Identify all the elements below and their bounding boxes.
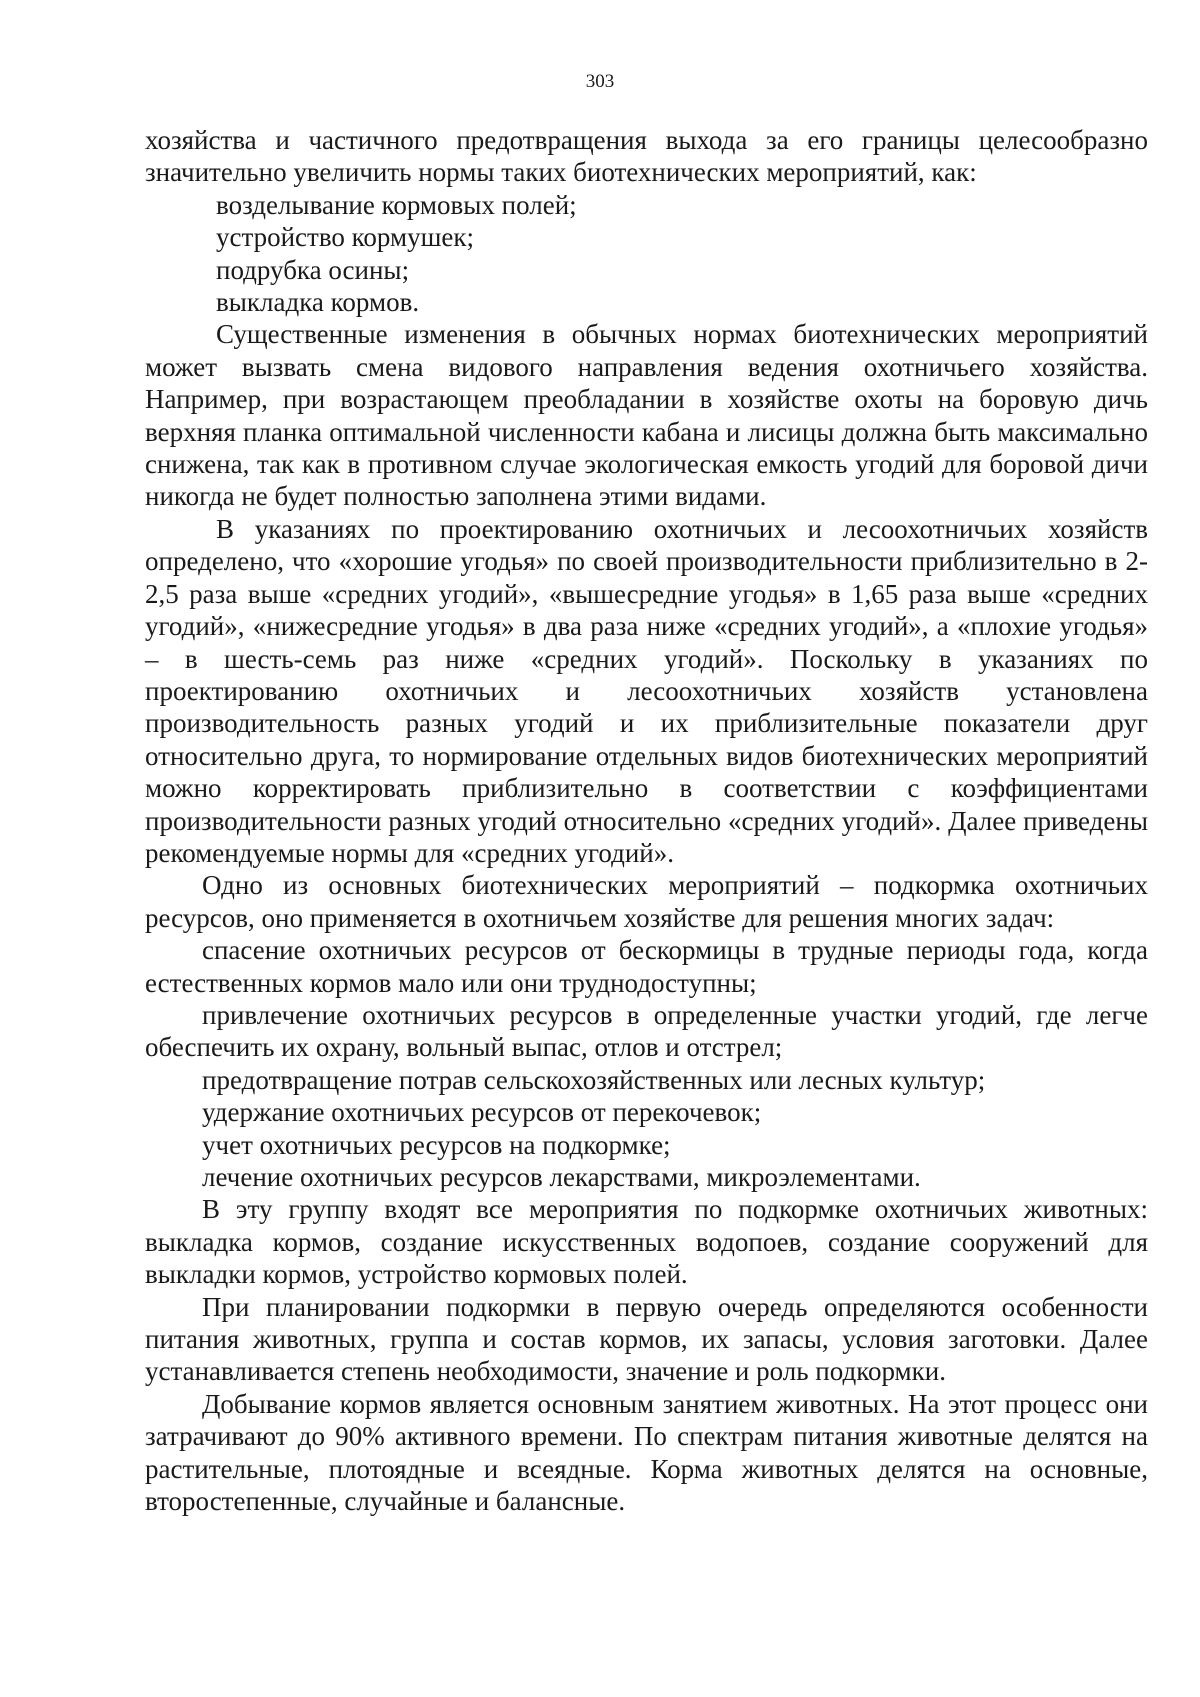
- paragraph-group: В эту группу входят все мероприятия по подкормке охотничьих животных: выкладка кормов, создание искусственных водопоев, создание сооружений для выкладки кормов, устройство кормовых полей.: [145, 1194, 1148, 1290]
- list-item: выкладка кормов.: [216, 287, 420, 318]
- paragraph-changes: Существенные изменения в обычных нормах биотехнических мероприятий может вызвать смена видового направления ведения охотничьего хозяйства. Например, при возрастающем преобладании в хозяйстве охоты на боровую дичь верхняя планка оптимальной численности кабана и лисицы должна быть максимально снижена, так как в противном случае экологическая емкость угодий для боровой дичи никогда не будет полностью заполнена этими видами.: [145, 319, 1148, 512]
- tasks-list: [145, 1064, 1148, 1194]
- body-text: [145, 124, 1148, 1517]
- paragraph-attract: привлечение охотничьих ресурсов в определенные участки угодий, где легче обеспечить их охрану, вольный выпас, отлов и отстрел;: [145, 999, 1148, 1063]
- list-item: устройство кормушек;: [216, 222, 474, 253]
- page-number: 303: [585, 71, 615, 92]
- paragraph-guidelines: В указаниях по проектированию охотничьих и лесоохотничьих хозяйств определено, что «хорошие угодья» по своей производительности приблизительно в 2-2,5 раза выше «средних угодий», «вышесредние угодья» в 1,65 раза выше «средних угодий», «нижесредние угодья» в два раза ниже «средних угодий», а «плохие угодья» – в шесть-семь раз ниже «средних угодий». Поскольку в указаниях по проектированию охотничьих и лесоохотничьих хозяйств установлена производительность разных угодий и их приблизительные показатели друг относительно друга, то нормирование отдельных видов биотехнических мероприятий можно корректировать приблизительно в соответствии с коэффициентами производительности разных угодий относительно «средних угодий». Далее приведены рекомендуемые нормы для «средних угодий».: [145, 513, 1148, 868]
- list-item: возделывание кормовых полей;: [216, 189, 577, 220]
- paragraph-rescue: спасение охотничьих ресурсов от бескормицы в трудные периоды года, когда естественных кормов мало или они труднодоступны;: [145, 935, 1148, 998]
- paragraph-feeding: Одно из основных биотехнических мероприятий – подкормка охотничьих ресурсов, оно применяется в охотничьем хозяйстве для решения многих задач:: [145, 870, 1148, 933]
- paragraph-planning: При планировании подкормки в первую очередь определяются особенности питания животных, группа и состав кормов, их запасы, условия заготовки. Далее устанавливается степень необходимости, значение и роль подкормки.: [145, 1291, 1148, 1387]
- measures-list: [145, 189, 1148, 319]
- list-item: подрубка осины;: [216, 254, 410, 285]
- paragraph-foraging: Добывание кормов является основным занятием животных. На этот процесс они затрачивают до 90% активного времени. По спектрам питания животные делятся на растительные, плотоядные и всеядные. Корма животных делятся на основные, второстепенные, случайные и балансные.: [145, 1388, 1148, 1517]
- paragraph-intro: хозяйства и частичного предотвращения выхода за его границы целесообразно значительно увеличить нормы таких биотехнических мероприятий, как:: [145, 125, 1148, 188]
- list-item: учет охотничьих ресурсов на подкормке;: [202, 1129, 671, 1160]
- list-item: удержание охотничьих ресурсов от перекочевок;: [202, 1097, 762, 1128]
- list-item: предотвращение потрав сельскохозяйственных или лесных культур;: [202, 1064, 986, 1095]
- list-item: лечение охотничьих ресурсов лекарствами, микроэлементами.: [202, 1162, 921, 1192]
